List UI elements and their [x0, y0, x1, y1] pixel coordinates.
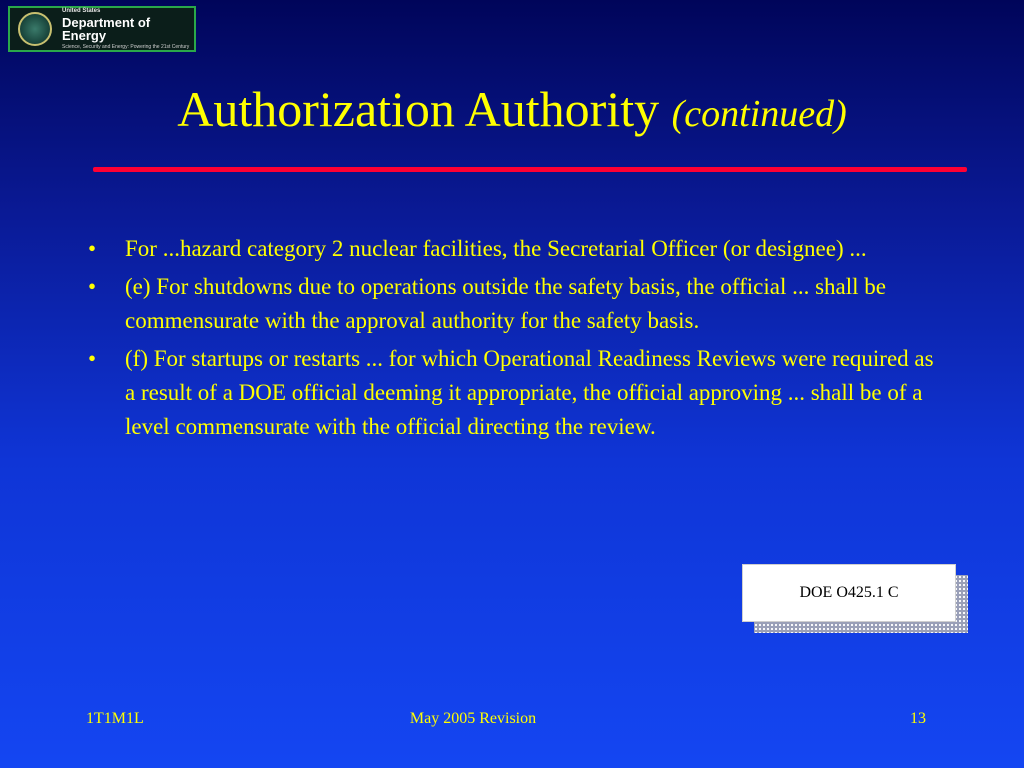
logo-line-1: United States [62, 8, 101, 14]
bullet-icon: • [88, 274, 97, 299]
logo-line-3: Science, Security and Energy: Powering the 21st Century [62, 44, 190, 50]
footer-course-code: 1T1M1L [86, 710, 144, 727]
doe-logo [8, 6, 196, 52]
footer-revision: May 2005 Revision [409, 710, 537, 727]
bullet-icon: • [88, 346, 97, 371]
bullet-list [88, 232, 948, 448]
slide-title-main: Authorization Authority [177, 81, 660, 137]
slide-title [0, 80, 1024, 138]
bullet-icon: • [88, 236, 97, 261]
bullet-text: For ...hazard category 2 nuclear facilities, the Secretarial Officer (or designee) ... [125, 236, 867, 261]
bullet-item [88, 232, 948, 266]
footer-page-number: 13 [910, 710, 926, 727]
doe-seal-icon [18, 12, 52, 46]
bullet-item [88, 342, 948, 444]
reference-box [742, 564, 956, 622]
reference-label: DOE O425.1 C [799, 584, 899, 601]
title-divider [93, 167, 967, 172]
bullet-text: (f) For startups or restarts ... for which Operational Readiness Reviews were required as a result of a DOE official deeming it appropriate, the official approving ... shall be of a level commensurate with the official directing the review. [125, 346, 934, 439]
bullet-text: (e) For shutdowns due to operations outside the safety basis, the official ... shall be commensurate with the approval authority for the safety basis. [125, 274, 886, 333]
slide-title-sub: (continued) [671, 93, 847, 135]
logo-line-2: Department of Energy [62, 15, 151, 43]
bullet-item [88, 270, 948, 338]
